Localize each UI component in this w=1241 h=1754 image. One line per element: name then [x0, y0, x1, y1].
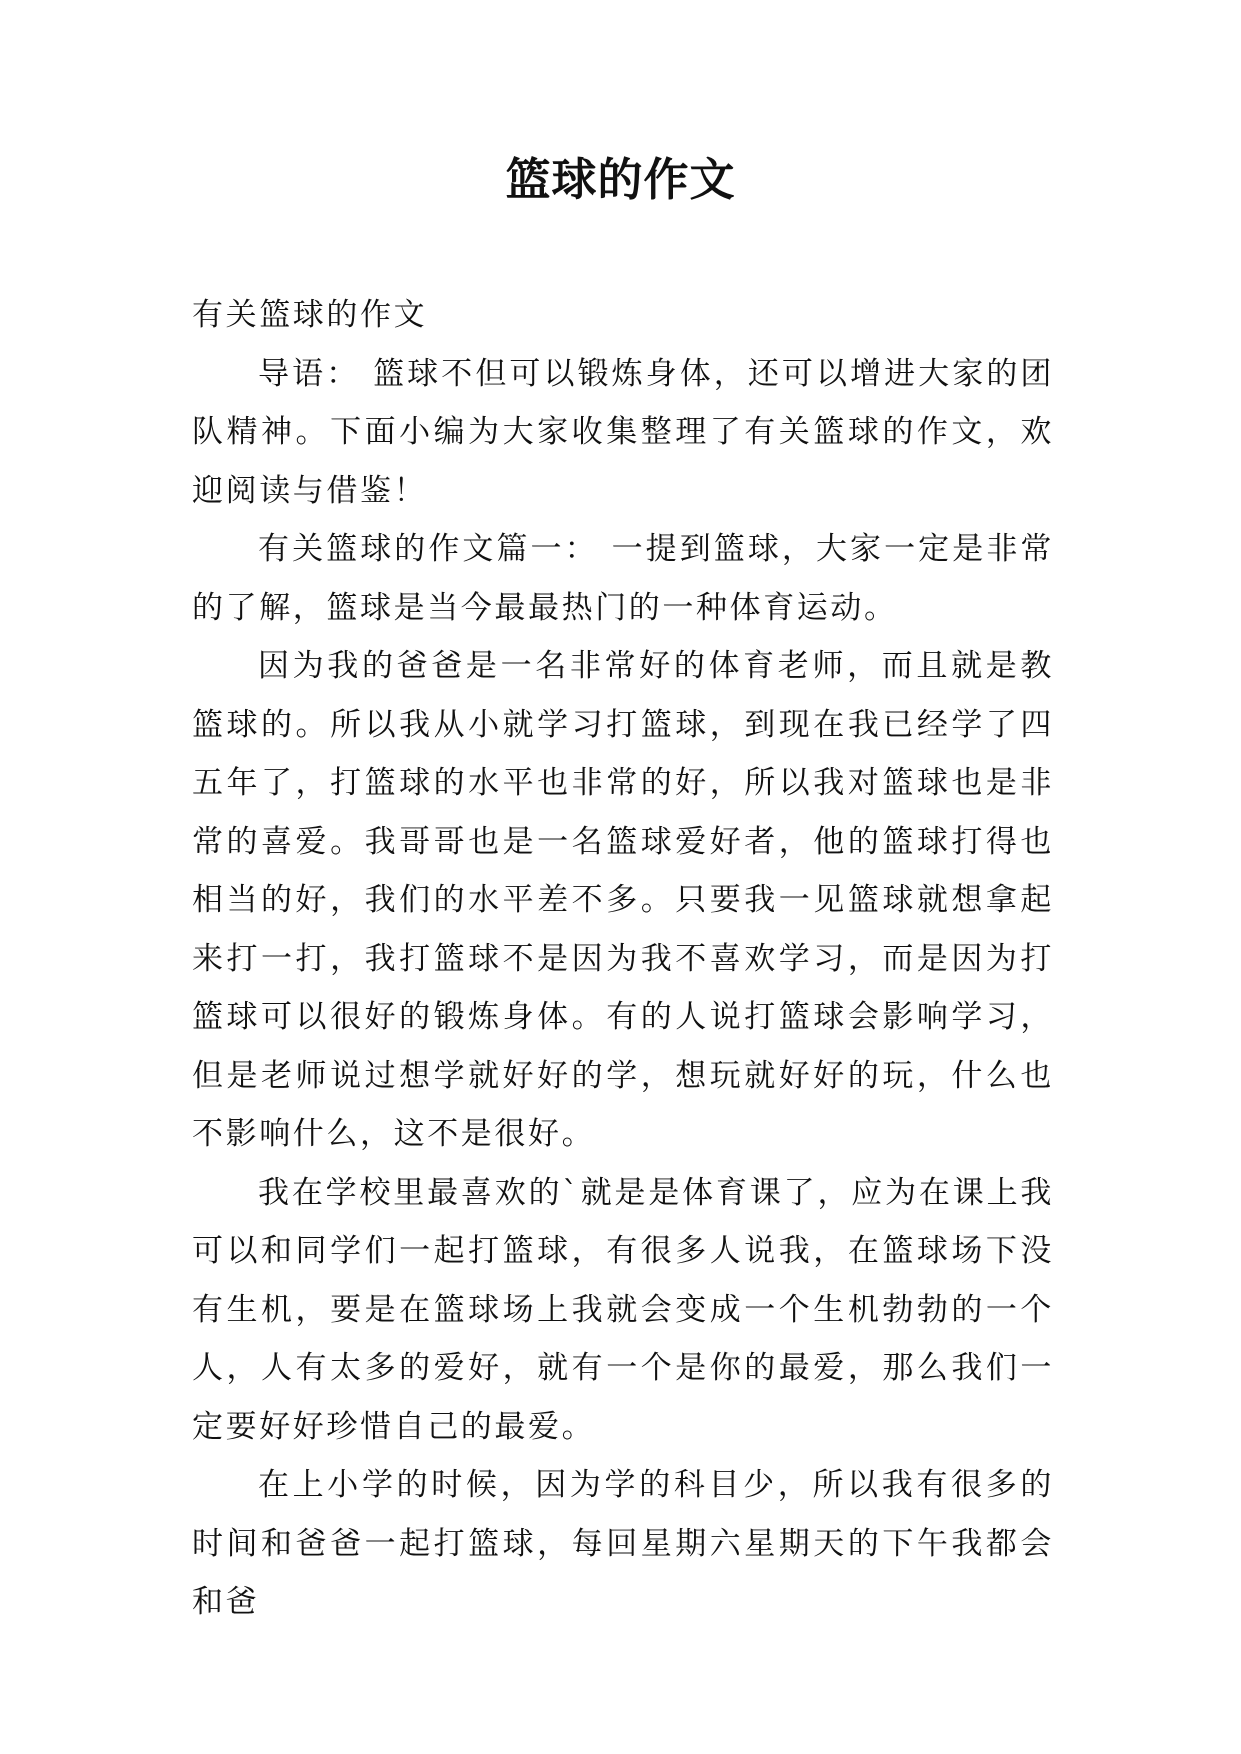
document-title: 篮球的作文	[505, 153, 736, 206]
document-body	[192, 286, 1054, 1632]
paragraph-essay-one-opening: 有关篮球的作文篇一： 一提到篮球，大家一定是非常的了解，篮球是当今最最热门的一种体育运动。	[192, 531, 1054, 626]
paragraph-school-pe: 我在学校里最喜欢的`就是是体育课了，应为在课上我可以和同学们一起打篮球，有很多人说我，在篮球场下没有生机，要是在篮球场上我就会变成一个生机勃勃的一个人，人有太多的爱好，就有一个是你的最爱，那么我们一定要好好珍惜自己的最爱。	[192, 1174, 1054, 1445]
document-subtitle: 有关篮球的作文	[192, 297, 428, 333]
paragraph-father-teacher: 因为我的爸爸是一名非常好的体育老师，而且就是教篮球的。所以我从小就学习打篮球，到现在我已经学了四五年了，打篮球的水平也非常的好，所以我对篮球也是非常的喜爱。我哥哥也是一名篮球爱好者，他的篮球打得也相当的好，我们的水平差不多。只要我一见篮球就想拿起来打一打，我打篮球不是因为我不喜欢学习，而是因为打篮球可以很好的锻炼身体。有的人说打篮球会影响学习，但是老师说过想学就好好的学，想玩就好好的玩，什么也不影响什么，这不是很好。	[192, 648, 1054, 1152]
paragraph-primary-school: 在上小学的时候，因为学的科目少，所以我有很多的时间和爸爸一起打篮球，每回星期六星期天的下午我都会和爸	[192, 1467, 1054, 1620]
paragraph-intro: 导语： 篮球不但可以锻炼身体，还可以增进大家的团队精神。下面小编为大家收集整理了有关篮球的作文，欢迎阅读与借鉴！	[192, 355, 1054, 509]
